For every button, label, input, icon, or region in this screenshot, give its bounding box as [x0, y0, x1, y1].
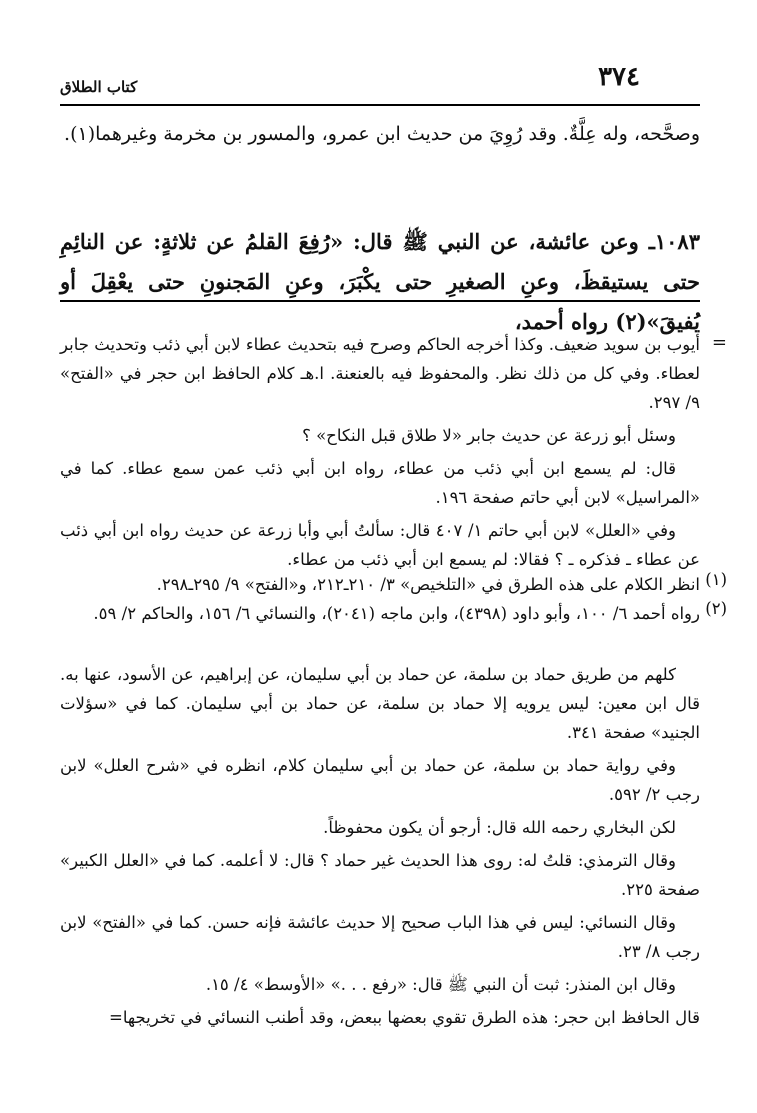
footnote-2: رواه أحمد ٦/ ١٠٠، وأبو داود (٤٣٩٨)، وابن ماجه (٢٠٤١)، والنسائي ٦/ ١٥٦، والحاكم ٢/ ٥٩. [93, 604, 700, 623]
footnote-paragraph: وفي «العلل» لابن أبي حاتم ١/ ٤٠٧ قال: سألتُ أبي وأبا زرعة عن حديث رواه ابن أبي ذئب عن عطاء ـ فذكره ـ ؟ فقالا: لم يسمع ابن أبي ذئب من عطاء. [60, 521, 700, 569]
footnote-1: انظر الكلام على هذه الطرق في «التلخيص» ٣/ ٢١٠ـ٢١٢، و«الفتح» ٩/ ٢٩٥ـ٢٩٨. [156, 575, 700, 594]
footnote-rule [60, 300, 700, 302]
page-header [60, 62, 700, 102]
footnote-paragraph: وقال النسائي: ليس في هذا الباب صحيح إلا حديث عائشة فإنه حسن. كما في «الفتح» لابن رجب ٨/ ٢٣. [60, 913, 700, 961]
header-rule [60, 104, 700, 106]
footnote-paragraph: لكن البخاري رحمه الله قال: أرجو أن يكون محفوظاً. [323, 818, 676, 837]
book-title: كتاب الطلاق [60, 78, 138, 96]
footnote-last-line: قال الحافظ ابن حجر: هذه الطرق تقوي بعضها ببعض، وقد أطنب النسائي في تخريجها= [109, 1008, 700, 1027]
footnote-paragraph: وسئل أبو زرعة عن حديث جابر «لا طلاق قبل النكاح» ؟ [302, 426, 676, 445]
footnote-paragraph: وفي رواية حماد بن سلمة، عن حماد بن أبي سليمان كلام، انظره في «شرح العلل» لابن رجب ٢/ ٥٩٢. [60, 756, 700, 804]
hadith-1083: ١٠٨٣ـ وعن عائشة، عن النبي ﷺ قال: «رُفِعَ القلمُ عن ثلاثةٍ: عن النائِمِ حتى يستيقظَ، وعنِ الصغيرِ حتى يكْبَرَ، وعنِ المَجنونِ حتى يعْقِلَ أو يُفيقَ»(٢) رواه أحمد، [60, 229, 700, 334]
footnote-paragraph: كلهم من طريق حماد بن سلمة، عن حماد بن أبي سليمان، عن إبراهيم، عن الأسود، عنها به. قال ابن معين: ليس يرويه إلا حماد بن سلمة، عن حماد بن أبي سليمان. كما في «سؤلات الجنيد» صفحة ٣٤١. [60, 665, 700, 742]
main-text-continuation: وصحَّحه، وله عِلَّةٌ. وقد رُوِيَ من حديث ابن عمرو، والمسور بن مخرمة وغيرهما(١). [64, 123, 700, 145]
page-number: ٣٧٤ [598, 62, 640, 92]
footnote-paragraph: وقال الترمذي: قلتُ له: روى هذا الحديث غير حماد ؟ قال: لا أعلمه. كما في «العلل الكبير» صفحة ٢٢٥. [60, 851, 700, 899]
footnote-paragraph: أيوب بن سويد ضعيف. وكذا أخرجه الحاكم وصرح فيه بتحديث عطاء لابن أبي ذئب وتحديث جابر لعطاء. وفي كل من ذلك نظر. والمحفوظ فيه بالعنعنة. ا.هـ كلام الحافظ ابن حجر في «الفتح» ٩/ ٢٩٧. [60, 335, 700, 412]
footnote-2-number: (٢) [705, 599, 727, 618]
footnote-2-continuation [60, 660, 700, 1036]
footnote-1-number: (١) [705, 570, 727, 589]
footnote-continuation-marker: = [711, 332, 727, 353]
footnote-continuation [60, 330, 700, 578]
footnote-paragraph: وقال ابن المنذر: ثبت أن النبي ﷺ قال: «رفع . . .» «الأوسط» ٤/ ١٥. [205, 975, 676, 994]
footnote-paragraph: قال: لم يسمع ابن أبي ذئب من عطاء، رواه ابن أبي ذئب عمن سمع عطاء. كما في «المراسيل» لابن أبي حاتم صفحة ١٩٦. [60, 459, 700, 507]
